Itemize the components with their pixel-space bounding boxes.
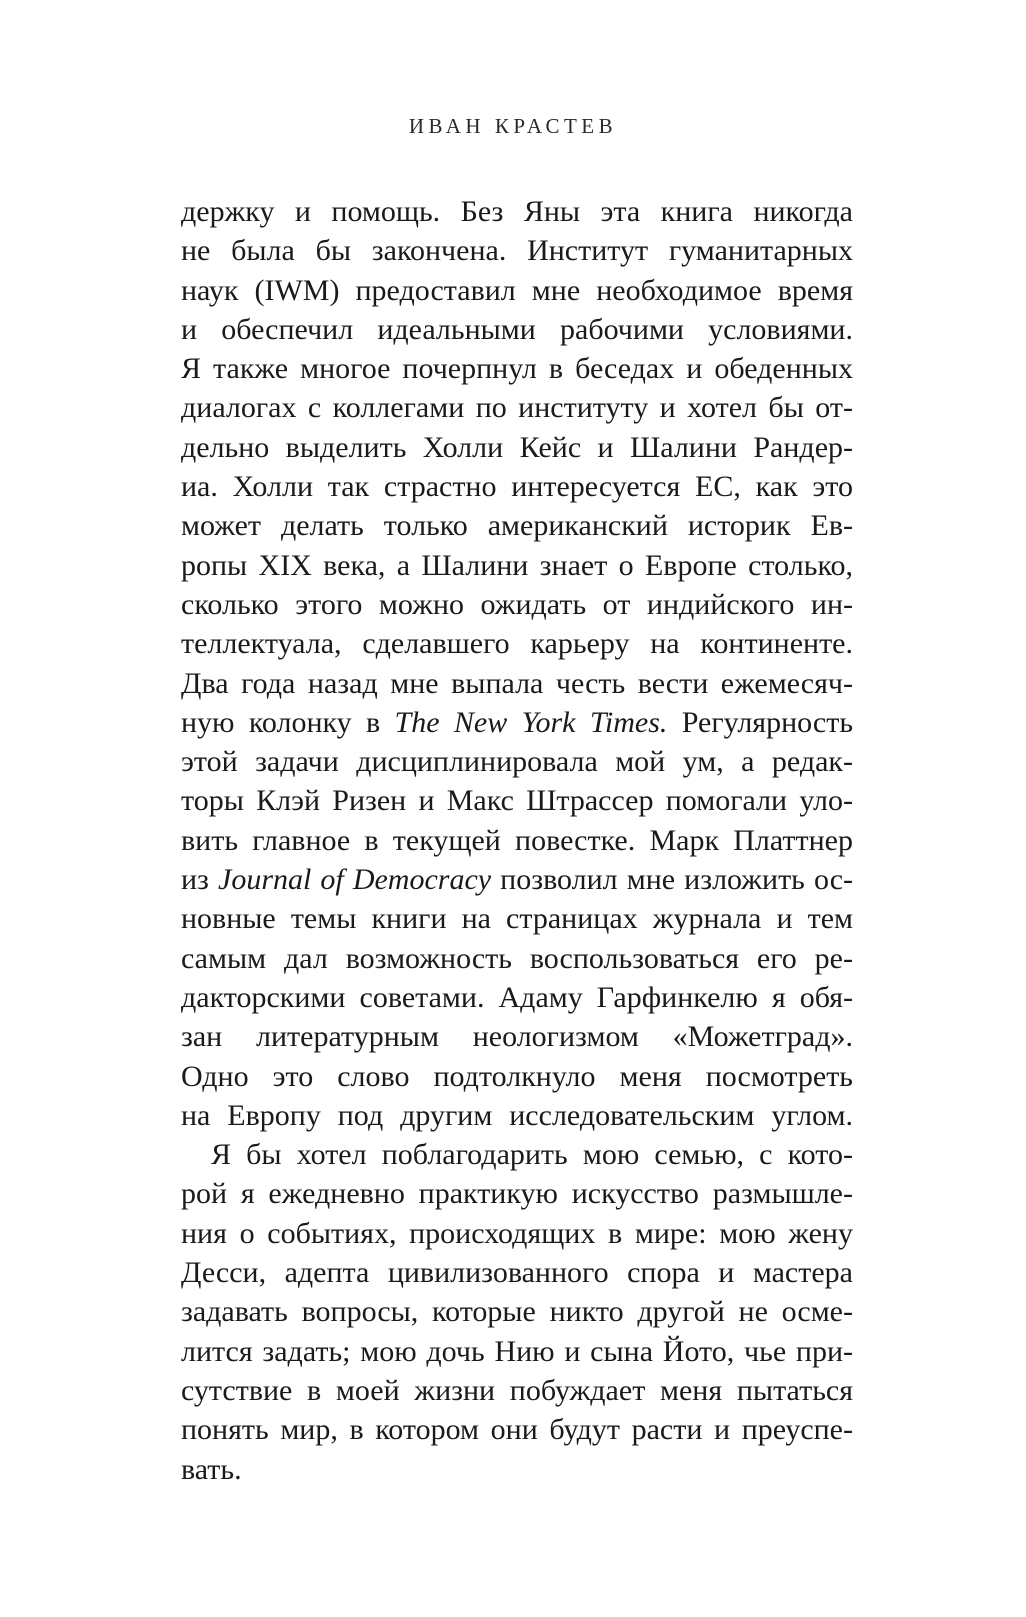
text-line: вить главное в текущей повестке. Марк Платтнер xyxy=(181,823,853,857)
italic-title-journal: Journal of Democracy xyxy=(218,863,492,897)
paragraph-start-line: Я бы хотел поблагодарить мою семью, с кото- xyxy=(211,1138,853,1172)
text-line: сутствие в моей жизни побуждает меня пытаться xyxy=(181,1373,853,1407)
text-line: ропы XIX века, а Шалини знает о Европе столько, xyxy=(181,548,853,582)
text-line-with-italic xyxy=(181,860,853,899)
text-line: дакторскими советами. Адаму Гарфинкелю я обя- xyxy=(181,980,853,1014)
text-line: новные темы книги на страницах журнала и тем xyxy=(181,902,853,936)
text-line: ния о событиях, происходящих в мире: мою жену xyxy=(181,1216,853,1250)
running-head-author: ИВАН КРАСТЕВ xyxy=(408,114,618,138)
text-line: Десси, адепта цивилизованного спора и мастера xyxy=(181,1256,853,1290)
text-line: теллектуала, сделавшего карьеру на континенте. xyxy=(181,627,853,661)
text-line: понять мир, в котором они будут расти и преуспе- xyxy=(181,1413,853,1447)
text-fragment: из xyxy=(181,863,218,897)
paragraph-end-line: вать. xyxy=(181,1452,242,1486)
text-line: сколько этого можно ожидать от индийского ин- xyxy=(181,587,853,621)
text-line: лится задать; мою дочь Нию и сына Йото, чье при- xyxy=(181,1334,853,1368)
text-line: наук (IWM) предоставил мне необходимое время xyxy=(181,273,853,307)
text-fragment: ную колонку в xyxy=(181,705,395,739)
text-line: задавать вопросы, которые никто другой не осме- xyxy=(181,1295,853,1329)
text-line: Я также многое почерпнул в беседах и обеденных xyxy=(181,352,853,386)
text-line: зан литературным неологизмом «Можетград». xyxy=(181,1020,853,1054)
text-line: этой задачи дисциплинировала мой ум, а редак- xyxy=(181,745,853,779)
text-line: дельно выделить Холли Кейс и Шалини Рандер- xyxy=(181,430,853,464)
text-line: рой я ежедневно практикую искусство размышле- xyxy=(181,1177,853,1211)
text-line: может делать только американский историк Ев- xyxy=(181,509,853,543)
text-line: самым дал возможность воспользоваться его ре- xyxy=(181,941,853,975)
text-line: не была бы закончена. Институт гуманитарных xyxy=(181,234,853,268)
text-line-with-italic xyxy=(181,703,853,742)
text-fragment: Регулярность xyxy=(667,705,853,739)
body-text xyxy=(181,192,853,1489)
text-line: и обеспечил идеальными рабочими условиями. xyxy=(181,312,853,346)
italic-title-nyt: The New York Times. xyxy=(394,705,668,739)
text-line: торы Клэй Ризен и Макс Штрассер помогали уло- xyxy=(181,784,853,818)
text-line: на Европу под другим исследовательским углом. xyxy=(181,1098,853,1132)
text-line: Одно это слово подтолкнуло меня посмотреть xyxy=(181,1059,853,1093)
text-line: диалогах с коллегами по институту и хотел бы от- xyxy=(181,391,853,425)
text-fragment: позволил мне изложить ос- xyxy=(491,863,854,897)
text-line: держку и помощь. Без Яны эта книга никогда xyxy=(181,195,853,228)
text-line: Два года назад мне выпала честь вести ежемесяч- xyxy=(181,666,853,700)
text-line: иа. Холли так страстно интересуется ЕС, как это xyxy=(181,470,853,504)
